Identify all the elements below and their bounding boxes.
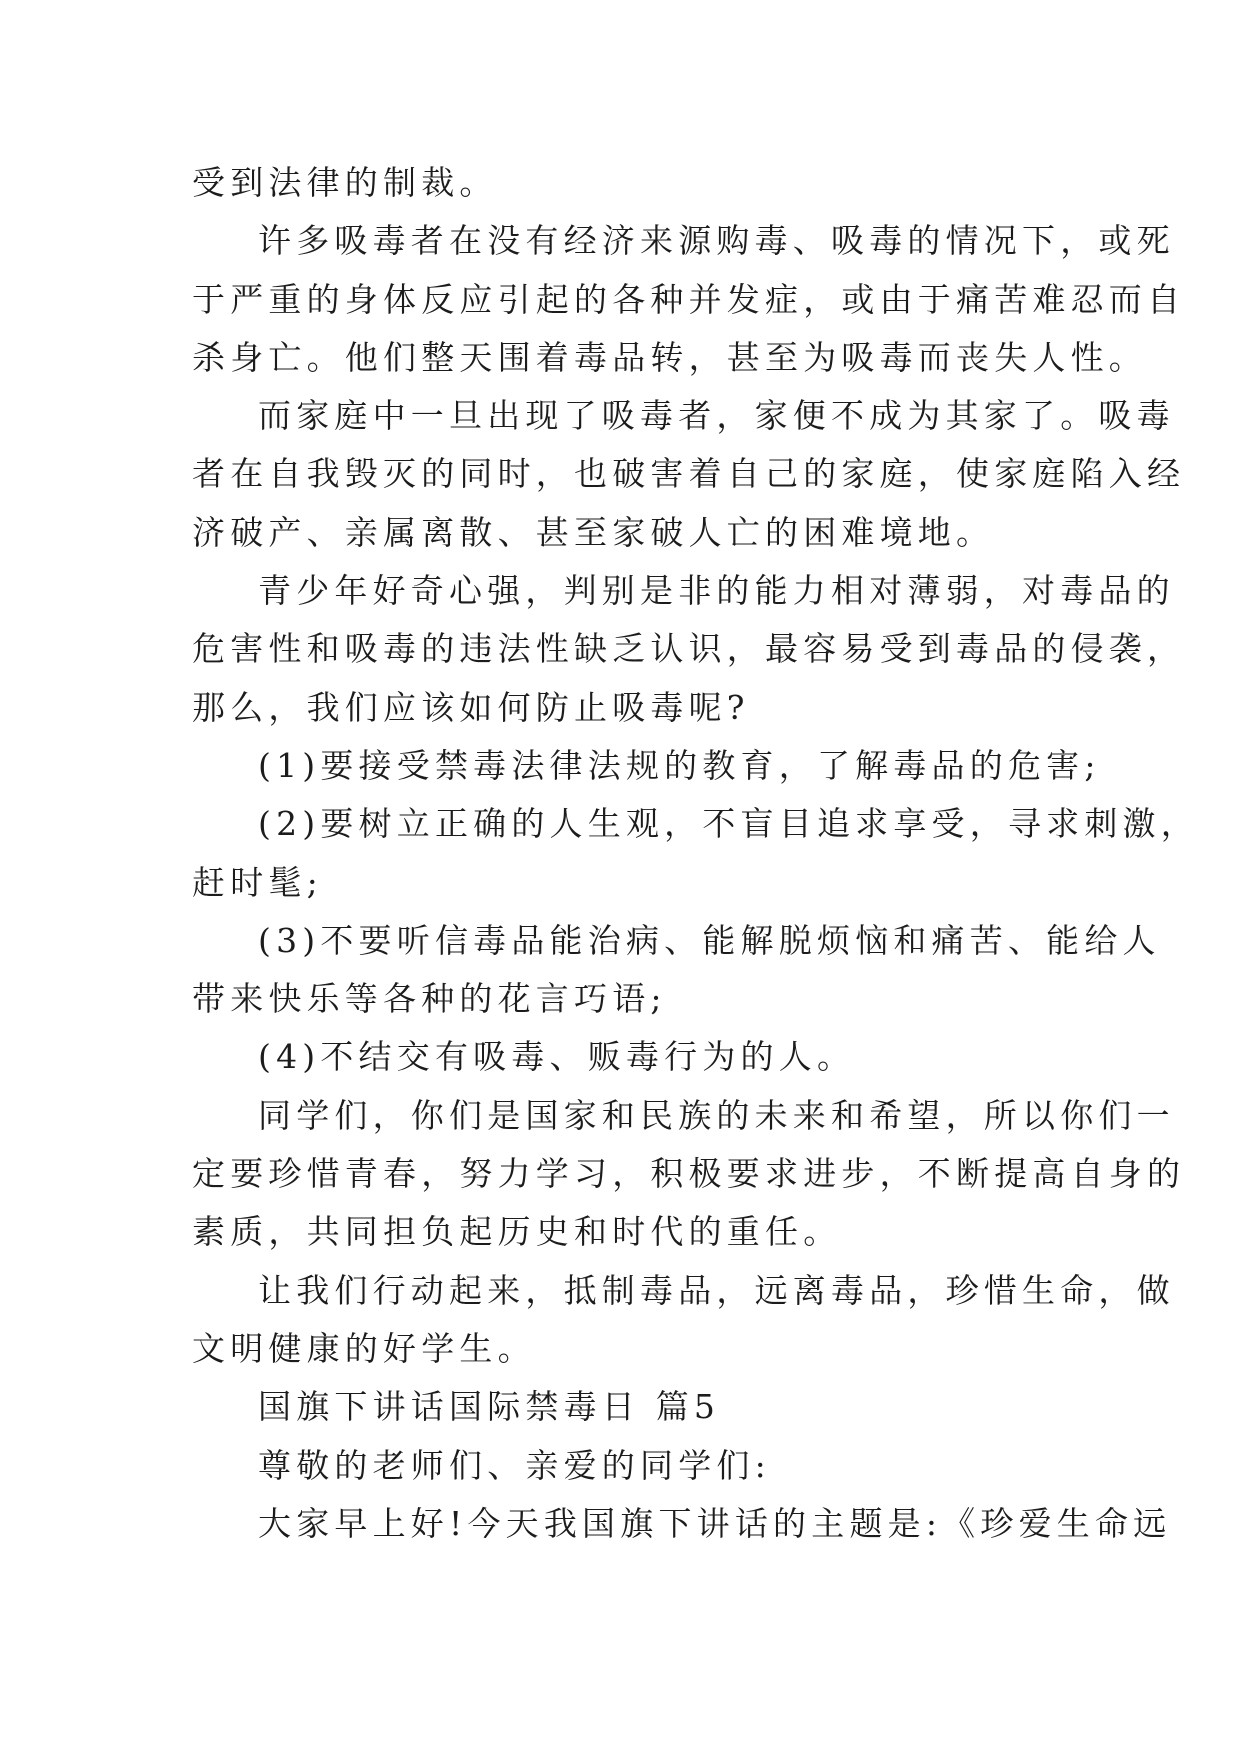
list-item-line: (2)要树立正确的人生观，不盲目追求享受，寻求刺激， — [258, 804, 1199, 844]
paragraph-line: 许多吸毒者在没有经济来源购毒、吸毒的情况下，或死 — [258, 221, 1175, 261]
paragraph-line: 定要珍惜青春，努力学习，积极要求进步，不断提高自身的 — [192, 1154, 1186, 1194]
paragraph-line: 危害性和吸毒的违法性缺乏认识，最容易受到毒品的侵袭， — [192, 629, 1186, 669]
paragraph-line: 文明健康的好学生。 — [192, 1328, 536, 1368]
list-item-line: (4)不结交有吸毒、贩毒行为的人。 — [258, 1037, 856, 1077]
salutation-line: 尊敬的老师们、亲爱的同学们: — [258, 1445, 771, 1485]
list-item-line: 带来快乐等各种的花言巧语; — [192, 979, 667, 1019]
paragraph-line: 于严重的身体反应引起的各种并发症，或由于痛苦难忍而自 — [192, 279, 1186, 319]
document-body — [192, 154, 1199, 1553]
paragraph-line: 济破产、亲属离散、甚至家破人亡的困难境地。 — [192, 512, 995, 552]
paragraph-line: 杀身亡。他们整天围着毒品转，甚至为吸毒而丧失人性。 — [192, 337, 1147, 377]
paragraph-line: 素质，共同担负起历史和时代的重任。 — [192, 1212, 842, 1252]
list-item-line: 赶时髦; — [192, 862, 323, 902]
paragraph-line: 者在自我毁灭的同时，也破害着自己的家庭，使家庭陷入经 — [192, 454, 1186, 494]
paragraph-line: 同学们，你们是国家和民族的未来和希望，所以你们一 — [258, 1095, 1175, 1135]
paragraph-line: 大家早上好!今天我国旗下讲话的主题是:《珍爱生命远 — [258, 1503, 1172, 1543]
paragraph-line: 青少年好奇心强，判别是非的能力相对薄弱，对毒品的 — [258, 571, 1175, 611]
list-item-line: (3)不要听信毒品能治病、能解脱烦恼和痛苦、能给人 — [258, 920, 1161, 960]
list-item-line: (1)要接受禁毒法律法规的教育，了解毒品的危害; — [258, 745, 1101, 785]
paragraph-line: 那么，我们应该如何防止吸毒呢? — [192, 687, 750, 727]
paragraph-line: 受到法律的制裁。 — [192, 163, 498, 202]
paragraph-line: 而家庭中一旦出现了吸毒者，家便不成为其家了。吸毒 — [258, 396, 1175, 436]
section-heading: 国旗下讲话国际禁毒日 篇5 — [258, 1387, 721, 1427]
paragraph-line: 让我们行动起来，抵制毒品，远离毒品，珍惜生命，做 — [258, 1270, 1175, 1310]
